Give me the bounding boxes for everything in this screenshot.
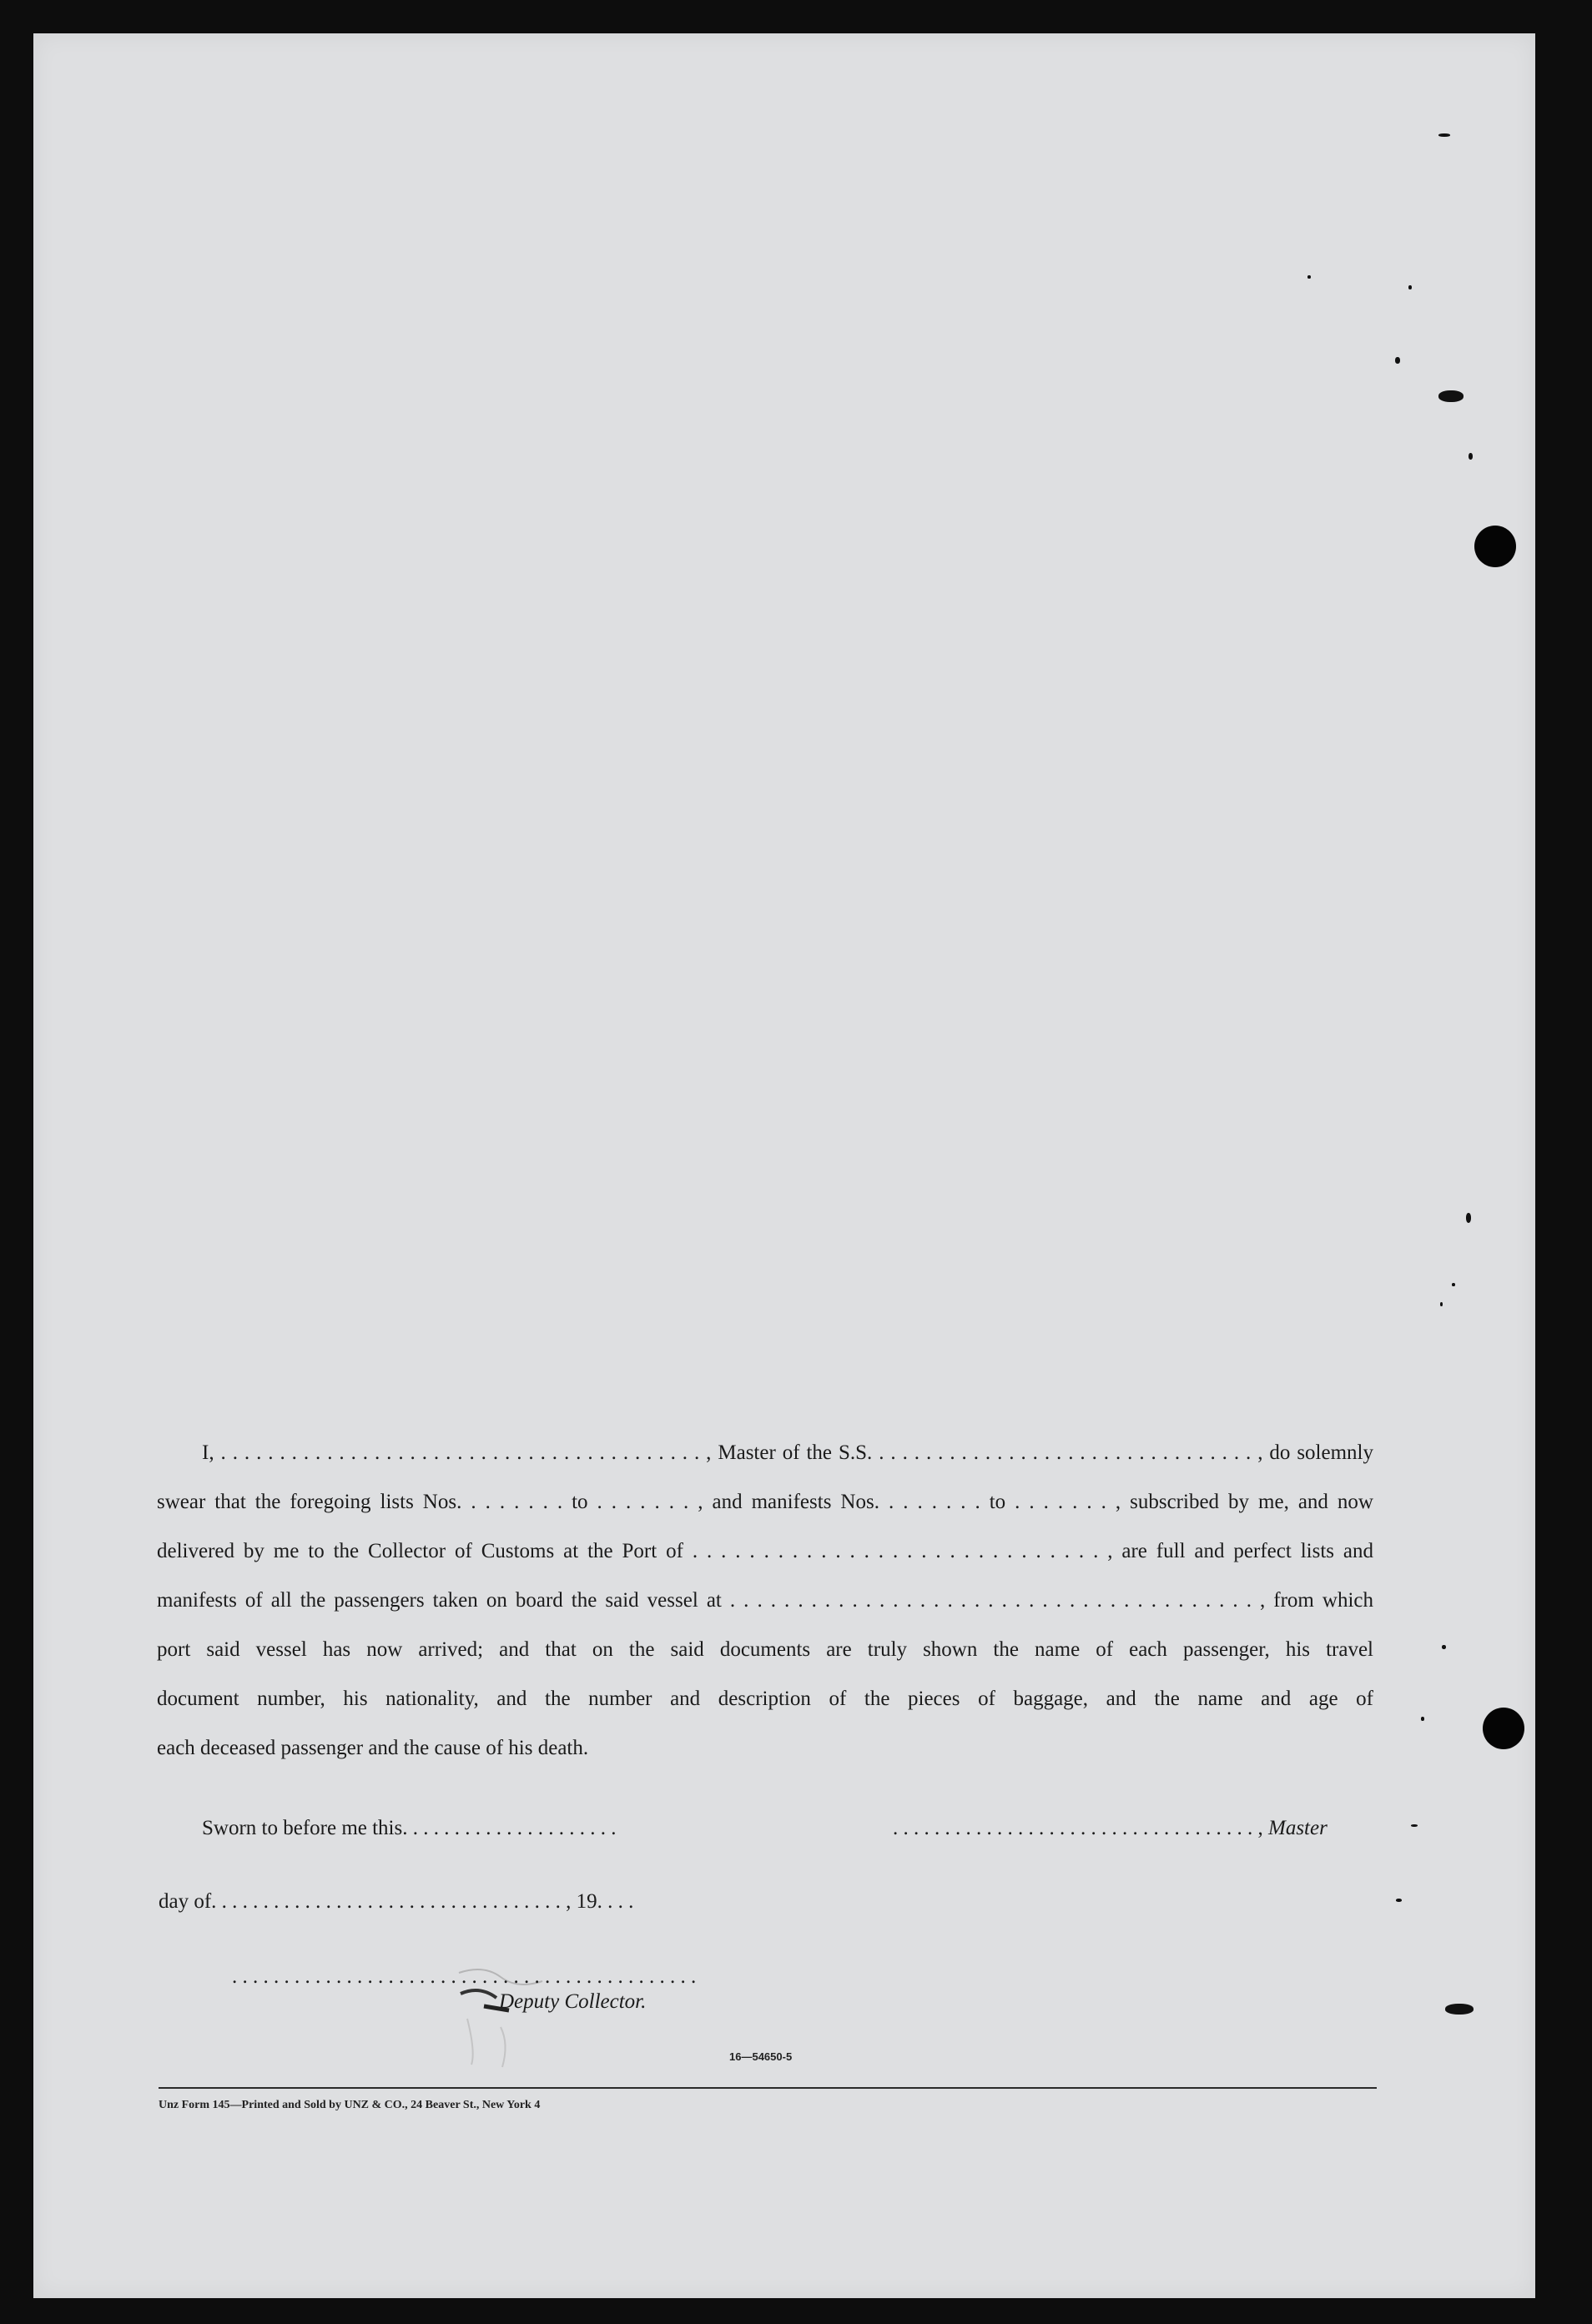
scan-speck (1396, 1899, 1402, 1902)
scan-speck (1438, 133, 1450, 137)
oath-line: swear that the foregoing lists Nos. . . . . . . . to . . . . . . . , and manifests Nos. . . . . . . . to . . . . . . . , subscribed by me, and now (157, 1491, 1373, 1513)
scan-speck (1408, 285, 1412, 289)
oath-paragraph (157, 1436, 1373, 1781)
oath-line: manifests of all the passengers taken on board the said vessel at . . . . . . . . . . . . . . . . . . . . . . . . . . . . . . . . . . . . . . . , from which (157, 1589, 1373, 1612)
oath-line: I, . . . . . . . . . . . . . . . . . . . . . . . . . . . . . . . . . . . . . . . . . , Master of the S.S. . . . . . . . . . . . . . . . . . . . . . . . . . . . . . . . . , do solemnly (202, 1441, 1373, 1464)
scan-speck (1411, 1824, 1418, 1827)
scan-speck (1438, 390, 1464, 402)
scan-speck (1469, 453, 1473, 460)
scan-speck (1452, 1283, 1455, 1286)
form-page (33, 33, 1535, 2298)
oath-line: each deceased passenger and the cause of his death. (157, 1737, 589, 1759)
footer-rule (159, 2087, 1377, 2089)
day-of-line: day of. . . . . . . . . . . . . . . . . . . . . . . . . . . . . . . . . . , 19. . . . (159, 1890, 634, 1913)
form-number: 16—54650-5 (729, 2050, 793, 2063)
sworn-before-line: Sworn to before me this. . . . . . . . . . . . . . . . . . . . . (202, 1817, 617, 1839)
deputy-collector-signature-line: . . . . . . . . . . . . . . . . . . . . . . . . . . . . . . . . . . . . . . . . . . . . . (232, 1965, 697, 1988)
oath-line: delivered by me to the Collector of Customs at the Port of . . . . . . . . . . . . . . . . . . . . . . . . . . . . . , are full and perfect lists and (157, 1540, 1373, 1562)
punch-hole-lower (1483, 1708, 1524, 1749)
scan-speck (1445, 2004, 1474, 2015)
printer-imprint: Unz Form 145—Printed and Sold by UNZ & CO., 24 Beaver St., New York 4 (159, 2099, 541, 2111)
oath-line: document number, his nationality, and the number and description of the pieces of baggage, and the name and age of (157, 1688, 1373, 1710)
deputy-collector-label: Deputy Collector. (499, 1990, 647, 2013)
scan-speck (1440, 1302, 1443, 1306)
master-label: Master (1268, 1817, 1328, 1839)
scan-speck (1395, 357, 1400, 364)
master-signature-dots: . . . . . . . . . . . . . . . . . . . . . . . . . . . . . . . . . . . , (893, 1817, 1263, 1839)
scan-speck (1307, 275, 1311, 279)
punch-hole-upper (1474, 526, 1516, 567)
oath-line: port said vessel has now arrived; and that on the said documents are truly shown the name of each passenger, his travel (157, 1638, 1373, 1661)
scan-speck (1442, 1645, 1446, 1649)
master-signature-line (893, 1817, 1328, 1840)
scan-speck (1466, 1213, 1471, 1223)
scan-speck (1421, 1717, 1424, 1721)
